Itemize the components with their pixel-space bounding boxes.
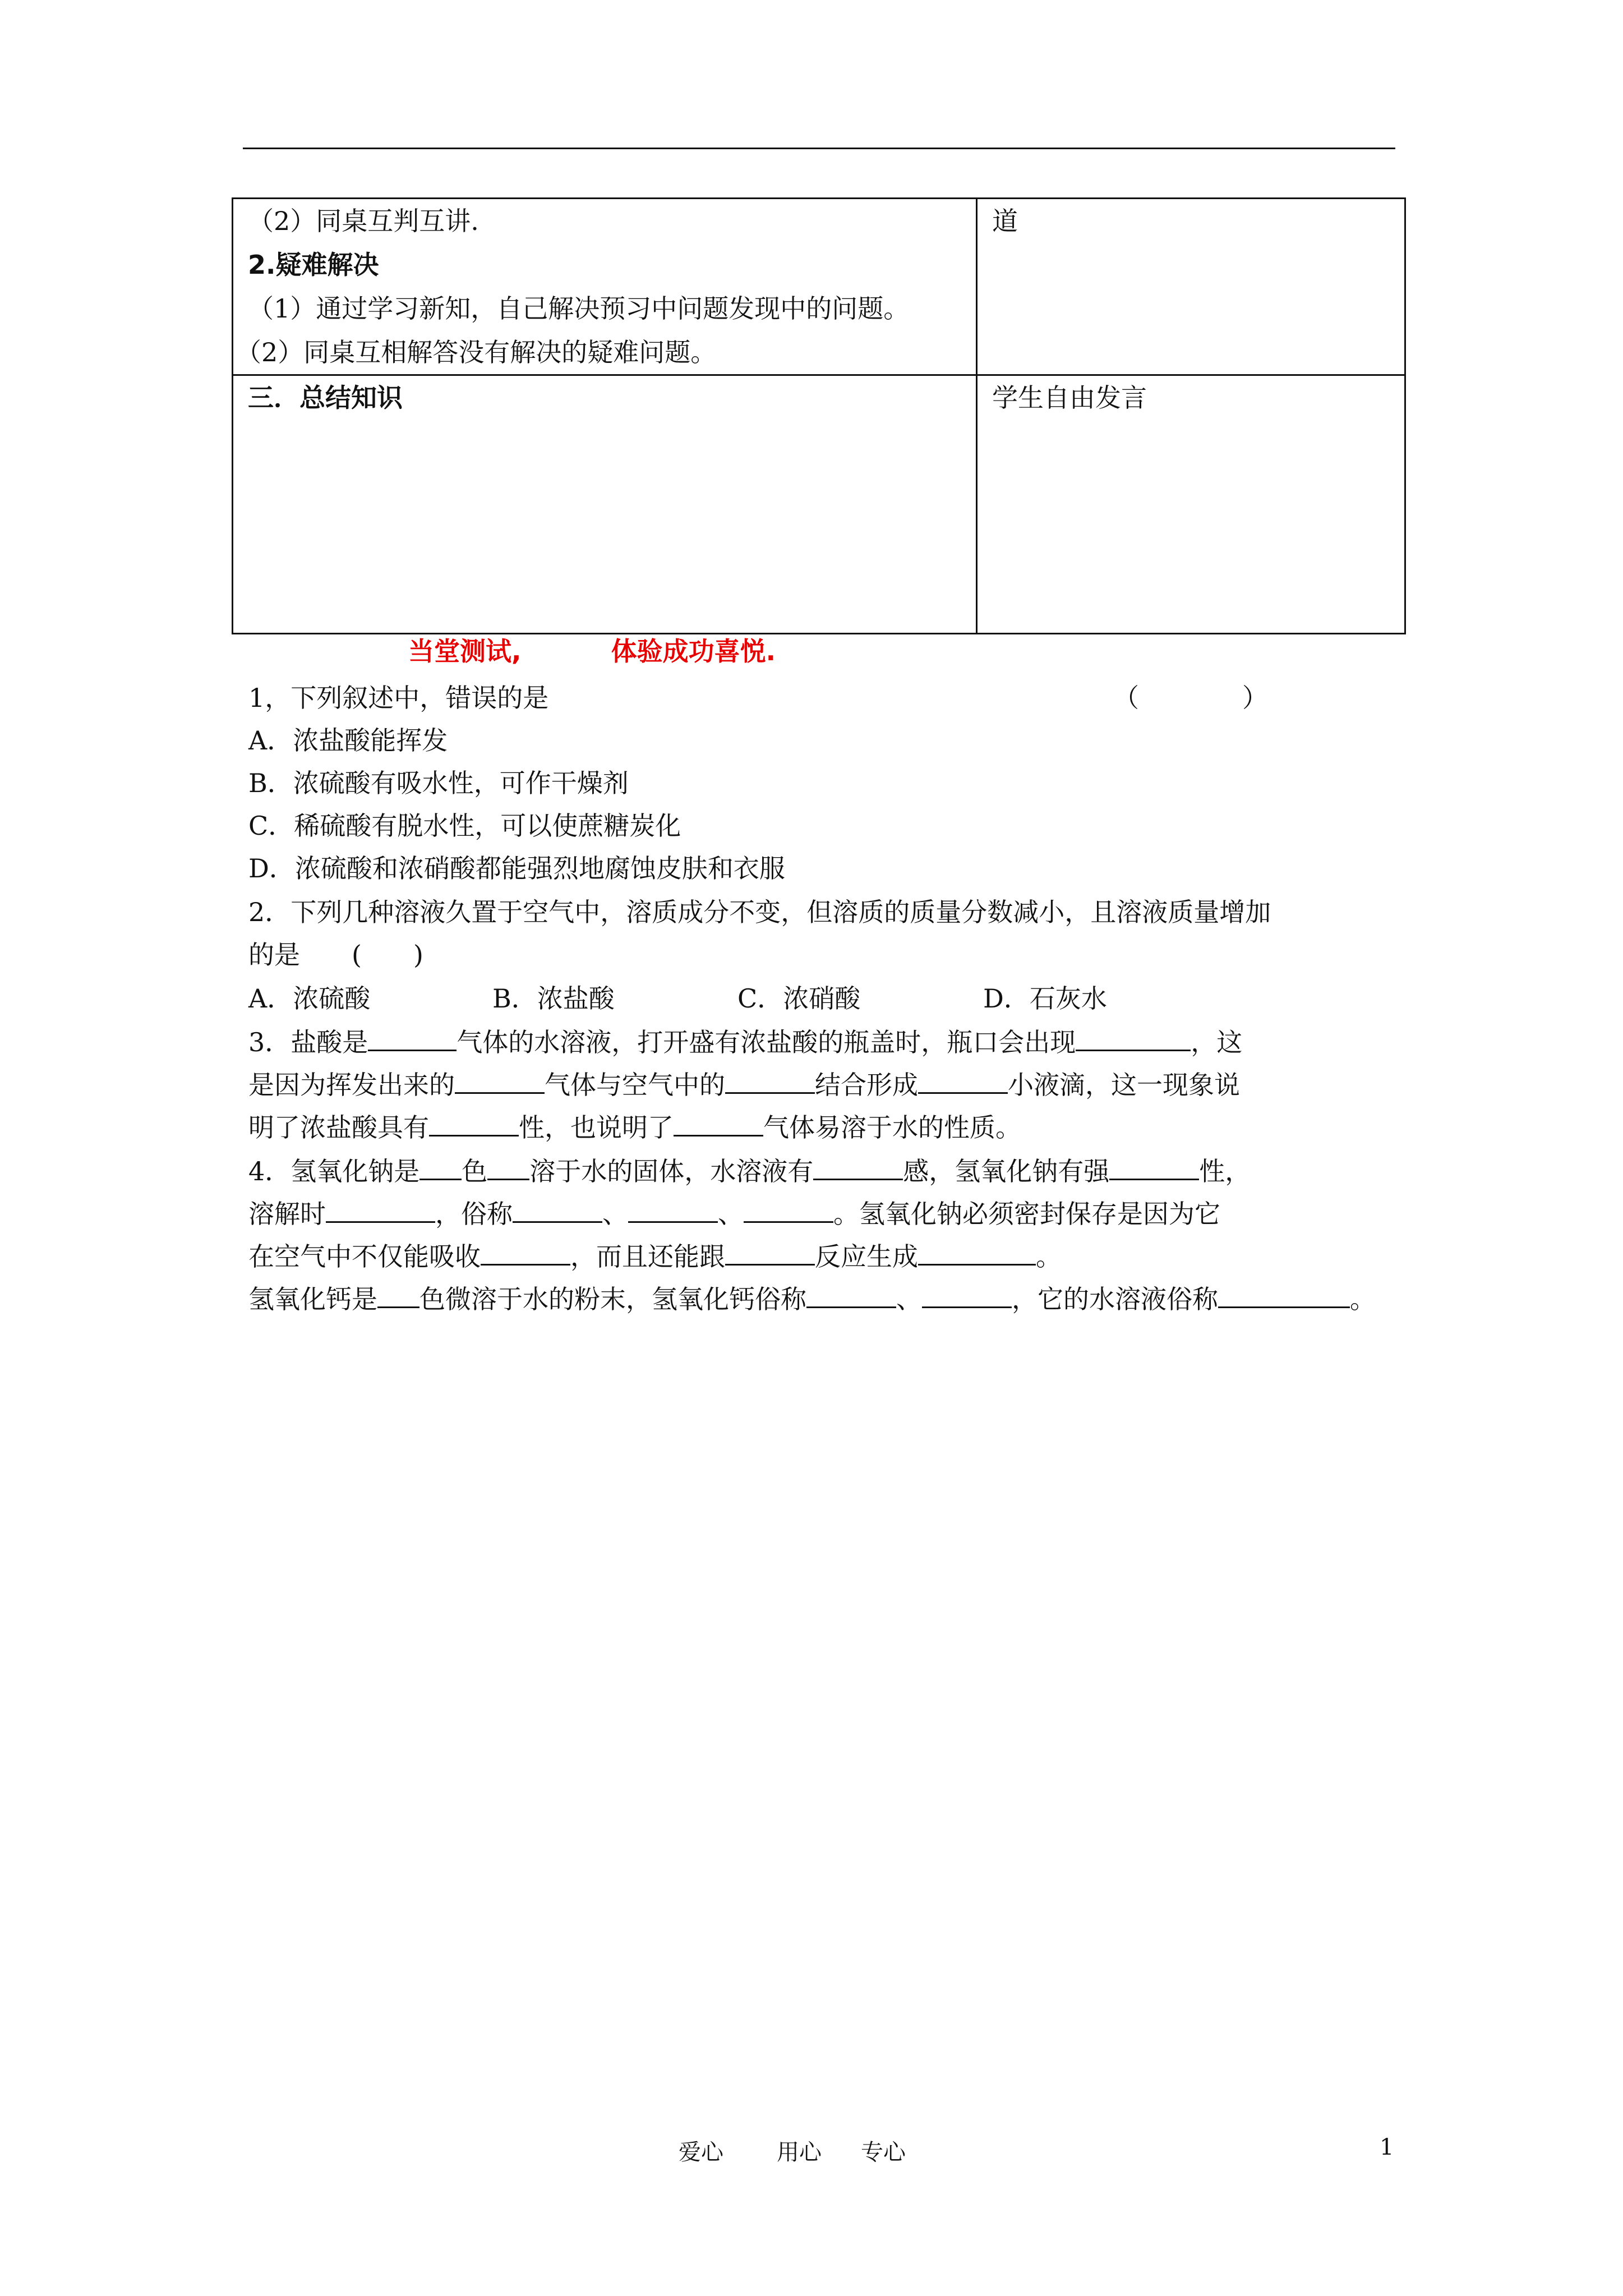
q3-text: 气体的水溶液，打开盛有浓盐酸的瓶盖时，瓶口会出现 (457, 1027, 1076, 1057)
q4-line4 (248, 1278, 1376, 1320)
q3-text: 结合形成 (815, 1070, 918, 1100)
cell-line: 学生自由发言 (992, 383, 1147, 413)
q4-text: ，而且还能跟 (570, 1241, 725, 1272)
table-cell-notes (977, 199, 1405, 375)
fill-blank[interactable] (487, 1154, 529, 1180)
q4-text: 色 (462, 1156, 488, 1186)
q4-text: 氢氧化钙是 (248, 1284, 377, 1314)
cell-line: 道 (992, 206, 1018, 236)
q4-text: 色微溶于水的粉末，氢氧化钙俗称 (419, 1284, 806, 1314)
fill-blank[interactable] (744, 1197, 833, 1223)
fill-blank[interactable] (922, 1282, 1012, 1308)
q4-text: 、 (602, 1199, 628, 1229)
fill-blank[interactable] (1109, 1154, 1199, 1180)
q4-text: 在空气中不仅能吸收 (248, 1241, 481, 1272)
q4-text: 反应生成 (815, 1241, 918, 1272)
q4-line1 (248, 1150, 1251, 1193)
q2-option-c: C．浓硝酸 (737, 983, 861, 1014)
fill-blank[interactable] (455, 1068, 545, 1094)
q4-text: 、 (896, 1284, 922, 1314)
q4-line3 (248, 1235, 1062, 1278)
q4-line2 (248, 1193, 1220, 1235)
q1-answer-paren: （ ） (1113, 683, 1268, 713)
lesson-table (232, 197, 1406, 634)
q2-option-d: D．石灰水 (983, 983, 1107, 1014)
cell-heading: 2.疑难解决 (248, 250, 379, 280)
fill-blank[interactable] (806, 1282, 896, 1308)
fill-blank[interactable] (1076, 1025, 1191, 1051)
fill-blank[interactable] (481, 1239, 570, 1266)
cell-heading: 三．总结知识 (248, 383, 403, 413)
q4-text: 。氢氧化钠必须密封保存是因为它 (833, 1199, 1220, 1229)
q4-text: 4．氢氧化钠是 (248, 1156, 420, 1186)
fill-blank[interactable] (918, 1239, 1036, 1266)
q1-option-c: C．稀硫酸有脱水性，可以使蔗糖炭化 (248, 811, 681, 841)
q4-text: ，俗称 (435, 1199, 513, 1229)
q1-stem: 1，下列叙述中，错误的是 (248, 683, 549, 713)
page-number: 1 (1380, 2134, 1394, 2160)
q4-text: ，它的水溶液俗称 (1012, 1284, 1218, 1314)
fill-blank[interactable] (628, 1197, 718, 1223)
q3-text: 性，也说明了 (519, 1112, 674, 1143)
q4-text: 、 (718, 1199, 744, 1229)
q3-text: ，这 (1191, 1027, 1243, 1057)
q2-option-b: B．浓盐酸 (492, 983, 615, 1014)
fill-blank[interactable] (918, 1068, 1008, 1094)
section-title-part1: 当堂测试, (408, 636, 522, 666)
q4-text: 感，氢氧化钠有强 (903, 1156, 1110, 1186)
q2-option-a: A．浓硫酸 (248, 983, 371, 1014)
q4-text: 溶解时 (248, 1199, 326, 1229)
q3-text: 小液滴，这一现象说 (1008, 1070, 1240, 1100)
fill-blank[interactable] (674, 1110, 763, 1137)
footer-word-2: 用心 (777, 2139, 822, 2165)
fill-blank[interactable] (813, 1154, 903, 1180)
cell-line: （2）同桌互判互讲. (248, 206, 479, 236)
q3-text: 气体易溶于水的性质。 (763, 1112, 1021, 1143)
q3-text: 3．盐酸是 (248, 1027, 368, 1057)
q3-text: 是因为挥发出来的 (248, 1070, 455, 1100)
table-row (233, 375, 1405, 634)
q3-line1 (248, 1021, 1242, 1064)
header-rule (243, 148, 1395, 149)
fill-blank[interactable] (725, 1239, 815, 1266)
q4-text: 。 (1036, 1241, 1062, 1272)
fill-blank[interactable] (429, 1110, 519, 1137)
table-cell-notes (977, 375, 1405, 634)
q1-option-b: B．浓硫酸有吸水性，可作干燥剂 (248, 768, 629, 798)
q4-text: 。 (1350, 1284, 1376, 1314)
q2-stem-line2: 的是 ( ) (248, 940, 423, 970)
table-cell-summary (233, 375, 977, 634)
fill-blank[interactable] (419, 1154, 462, 1180)
section-title-part2: 体验成功喜悦. (611, 636, 776, 666)
q2-stem-line1: 2．下列几种溶液久置于空气中，溶质成分不变，但溶质的质量分数减小，且溶液质量增加 (248, 897, 1271, 927)
footer-word-3: 专心 (861, 2139, 906, 2165)
fill-blank[interactable] (725, 1068, 815, 1094)
q3-text: 明了浓盐酸具有 (248, 1112, 429, 1143)
footer-word-1: 爱心 (679, 2139, 723, 2165)
table-cell-activities (233, 199, 977, 375)
q4-text: 性， (1199, 1156, 1251, 1186)
section-title (408, 631, 776, 668)
fill-blank[interactable] (368, 1025, 457, 1051)
fill-blank[interactable] (326, 1197, 435, 1223)
q3-line2 (248, 1064, 1240, 1106)
cell-line: （1）通过学习新知，自己解决预习中问题发现中的问题。 (248, 293, 910, 324)
q3-text: 气体与空气中的 (545, 1070, 725, 1100)
fill-blank[interactable] (513, 1197, 602, 1223)
q4-text: 溶于水的固体，水溶液有 (529, 1156, 814, 1186)
table-row (233, 199, 1405, 375)
q1-option-d: D．浓硫酸和浓硝酸都能强烈地腐蚀皮肤和衣服 (248, 853, 785, 884)
cell-line: （2）同桌互相解答没有解决的疑难问题。 (236, 337, 717, 367)
fill-blank[interactable] (1218, 1282, 1350, 1308)
q3-line3 (248, 1106, 1021, 1149)
fill-blank[interactable] (377, 1282, 419, 1308)
q1-option-a: A．浓盐酸能挥发 (248, 725, 448, 756)
